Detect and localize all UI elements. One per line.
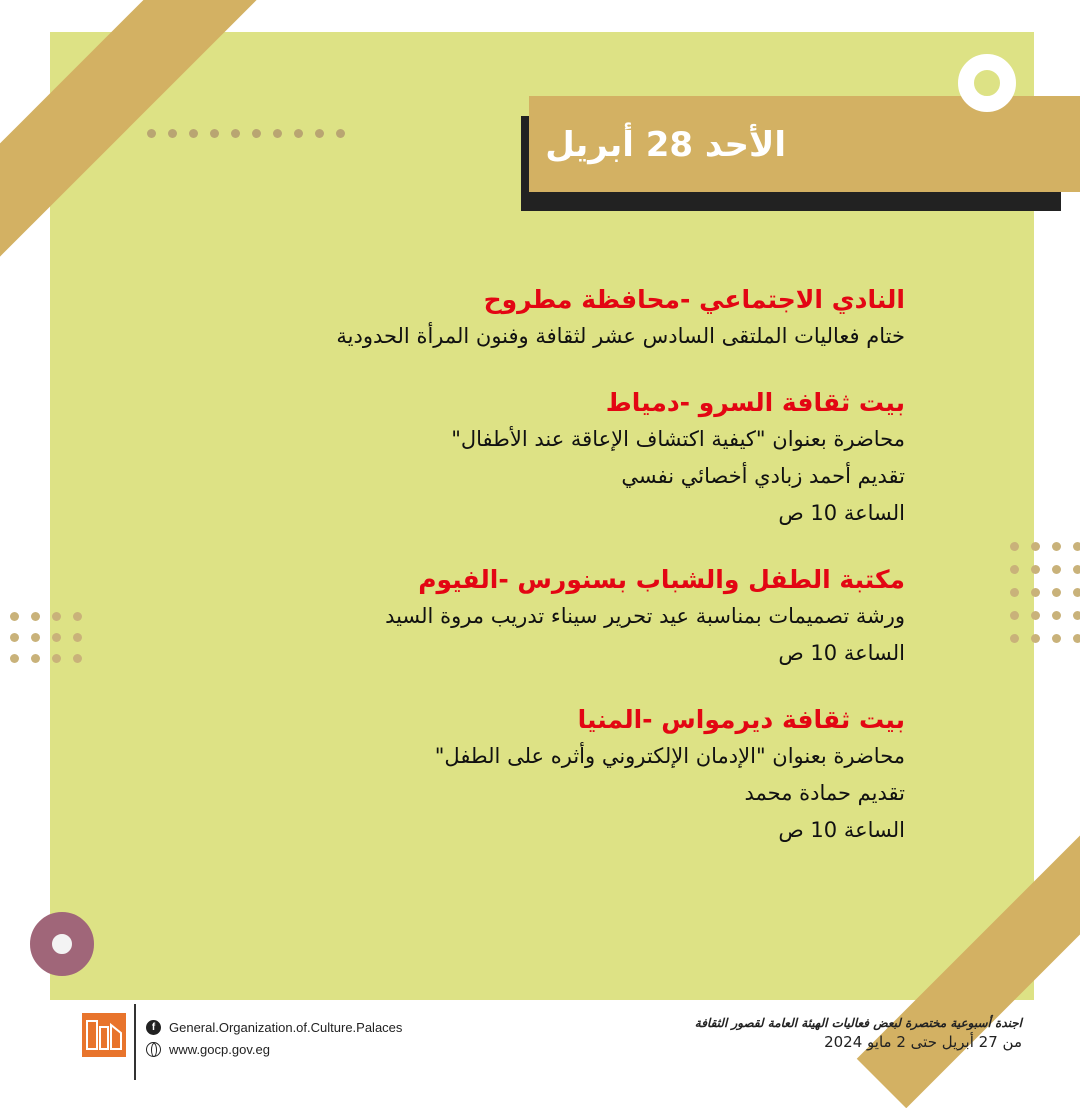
agenda-info [695,1016,1022,1051]
footer-divider [134,1004,136,1080]
events-list [285,282,905,849]
dots-grid-left [10,612,82,663]
dots-row-top [147,129,345,138]
event-time: الساعة 10 ص [778,818,905,842]
agenda-date-range: من 27 أبريل حتى 2 مايو 2024 [824,1033,1022,1051]
ring-decoration-white [958,54,1016,112]
event-venue: بيت ثقافة ديرمواس -المنيا [577,705,905,734]
dots-grid-right [1010,542,1080,643]
event-detail: محاضرة بعنوان "كيفية اكتشاف الإعاقة عند الأطفال" [451,427,905,451]
event-detail: تقديم أحمد زبادي أخصائي نفسي [621,464,905,488]
event-detail: محاضرة بعنوان "الإدمان الإلكتروني وأثره على الطفل" [434,744,905,768]
facebook-page-link[interactable]: General.Organization.of.Culture.Palaces [169,1019,403,1035]
event-time: الساعة 10 ص [778,501,905,525]
website-link[interactable]: www.gocp.gov.eg [169,1041,270,1057]
event-detail: ختام فعاليات الملتقى السادس عشر لثقافة وفنون المرأة الحدودية [336,324,905,348]
globe-icon [146,1042,161,1057]
event-detail: تقديم حمادة محمد [744,781,905,805]
agenda-title: اجندة أسبوعية مختصرة لبعض فعاليات الهيئة العامة لقصور الثقافة [694,1016,1022,1030]
organization-logo [82,1013,126,1057]
event-venue: النادي الاجتماعي -محافظة مطروح [483,285,905,314]
social-links [146,1016,402,1060]
event-time: الساعة 10 ص [778,641,905,665]
facebook-icon: f [146,1020,161,1035]
ring-decoration-purple [30,912,94,976]
event-venue: مكتبة الطفل والشباب بسنورس -الفيوم [418,565,905,594]
event-venue: بيت ثقافة السرو -دمياط [605,388,905,417]
date-title: الأحد 28 أبريل [545,125,786,165]
event-detail: ورشة تصميمات بمناسبة عيد تحرير سيناء تدريب مروة السيد [385,604,905,628]
